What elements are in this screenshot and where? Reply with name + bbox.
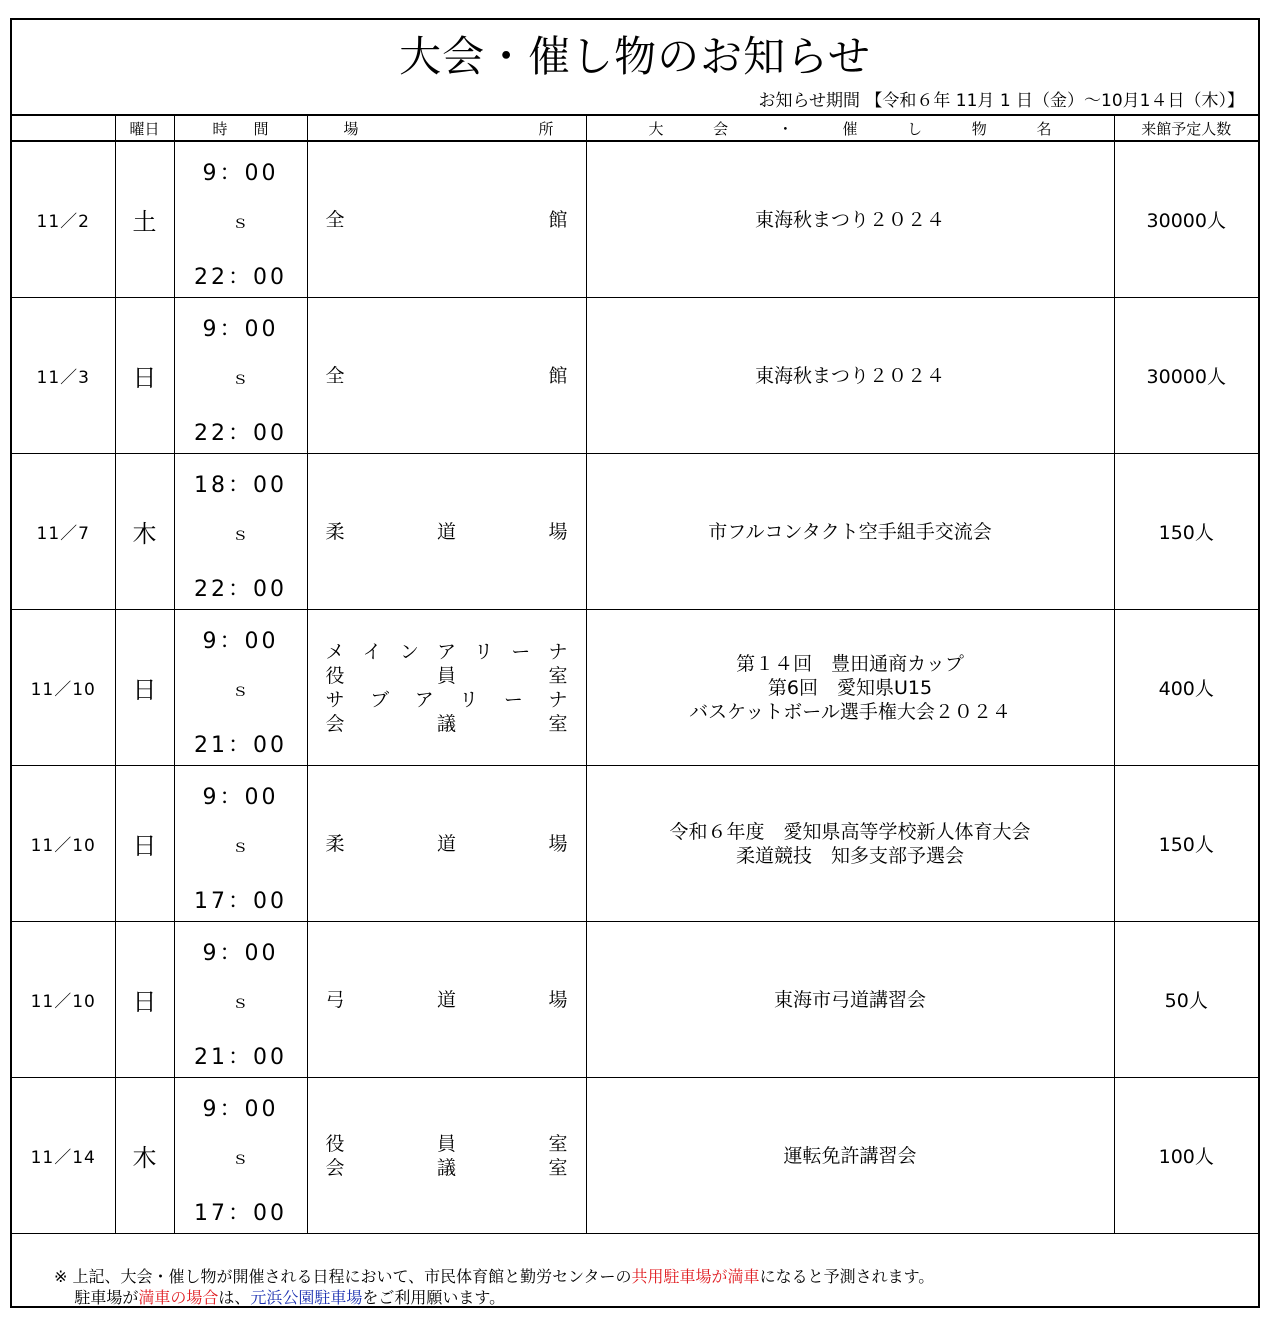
place-char: 室 <box>548 1132 568 1155</box>
header-place <box>307 115 586 141</box>
start-time: 9：00 <box>202 629 279 654</box>
place-line <box>326 688 568 712</box>
note-text: ※ 上記、大会・催し物が開催される日程において、市民体育館と勤労センターの <box>54 1267 632 1286</box>
place-char: 館 <box>548 364 568 387</box>
place-char: 員 <box>436 664 456 687</box>
place-char: 会 <box>325 1156 345 1179</box>
event-cell <box>586 766 1114 922</box>
header-count: 来館予定人数 <box>1114 115 1258 141</box>
place-char: 道 <box>436 988 456 1011</box>
note-text: をご利用願います。 <box>362 1288 506 1307</box>
event-line: 運転免許講習会 <box>783 1144 917 1167</box>
header-time-char: 時 <box>212 119 228 138</box>
start-time: 9：00 <box>202 941 279 966</box>
end-time: 21：00 <box>194 733 287 758</box>
place-char: 道 <box>436 520 456 543</box>
place-cell <box>307 766 586 922</box>
place-char: 役 <box>325 664 345 687</box>
header-event-char: 大 <box>648 119 664 138</box>
count-cell: 100人 <box>1114 1078 1258 1234</box>
dow-cell: 木 <box>115 1078 174 1234</box>
place-char: サ <box>325 688 345 711</box>
notice-period <box>758 90 1244 112</box>
place-line <box>326 520 568 544</box>
header-time <box>174 115 307 141</box>
place-line <box>326 640 568 664</box>
place-cell <box>307 610 586 766</box>
place-line <box>326 364 568 388</box>
event-line: 令和６年度 愛知県高等学校新人体育大会 <box>669 820 1031 843</box>
place-char: 柔 <box>325 520 345 543</box>
count-cell: 150人 <box>1114 766 1258 922</box>
place-char: 場 <box>548 832 568 855</box>
time-cell <box>174 141 307 298</box>
note-text: は、 <box>218 1288 251 1307</box>
place-char: 道 <box>436 832 456 855</box>
table-row <box>12 141 1258 298</box>
event-line: 市フルコンタクト空手組手交流会 <box>708 520 992 543</box>
time-separator: ｓ <box>231 680 250 701</box>
time-separator: ｓ <box>231 992 250 1013</box>
place-char: 場 <box>548 520 568 543</box>
table-row <box>12 766 1258 922</box>
place-line <box>326 832 568 856</box>
end-time: 21：00 <box>194 1045 287 1070</box>
date-cell: 11／2 <box>12 141 115 298</box>
event-line: バスケットボール選手権大会２０２４ <box>689 700 1011 723</box>
end-time: 17：00 <box>194 1201 287 1226</box>
end-time: 22：00 <box>194 421 287 446</box>
place-char: リ <box>459 688 479 711</box>
place-char: 場 <box>548 988 568 1011</box>
start-time: 9：00 <box>202 1097 279 1122</box>
time-cell <box>174 1078 307 1234</box>
time-separator: ｓ <box>231 368 250 389</box>
event-line: 東海秋まつり２０２４ <box>754 208 945 231</box>
place-char: 議 <box>436 712 456 735</box>
count-cell: 30000人 <box>1114 298 1258 454</box>
place-char: ア <box>436 640 456 663</box>
place-line <box>326 664 568 688</box>
place-char: ナ <box>548 688 568 711</box>
date-cell: 11／10 <box>12 922 115 1078</box>
place-char: 全 <box>325 208 345 231</box>
event-cell <box>586 141 1114 298</box>
event-line: 東海秋まつり２０２４ <box>754 364 945 387</box>
note-text: 駐車場が <box>74 1288 139 1307</box>
place-char: リ <box>474 640 494 663</box>
note-highlight-red: 共用駐車場が満車 <box>631 1267 760 1286</box>
end-time: 22：00 <box>194 265 287 290</box>
place-char: 議 <box>436 1156 456 1179</box>
time-cell <box>174 922 307 1078</box>
page-title: 大会・催し物のお知らせ <box>399 32 871 81</box>
header-event-char: 物 <box>971 119 987 138</box>
place-char: ナ <box>548 640 568 663</box>
header-row <box>12 115 1258 141</box>
place-char: 弓 <box>325 988 345 1011</box>
count-cell: 30000人 <box>1114 141 1258 298</box>
dow-cell: 木 <box>115 454 174 610</box>
note-text: になると予測されます。 <box>759 1267 935 1286</box>
header-dow: 曜日 <box>115 115 174 141</box>
count-cell: 150人 <box>1114 454 1258 610</box>
event-line: 第6回 愛知県U15 <box>767 676 933 699</box>
time-cell <box>174 298 307 454</box>
event-cell <box>586 610 1114 766</box>
place-line <box>326 1156 568 1180</box>
place-line <box>326 712 568 736</box>
header-event-char: し <box>907 119 923 138</box>
notice-frame <box>10 18 1260 1308</box>
place-line <box>326 208 568 232</box>
date-cell: 11／3 <box>12 298 115 454</box>
time-cell <box>174 766 307 922</box>
date-cell: 11／10 <box>12 610 115 766</box>
header-event-char: 催 <box>842 119 858 138</box>
place-line <box>326 1132 568 1156</box>
header-date <box>12 115 115 141</box>
place-cell <box>307 922 586 1078</box>
date-cell: 11／14 <box>12 1078 115 1234</box>
parking-note <box>54 1266 934 1308</box>
event-cell <box>586 922 1114 1078</box>
period-range: 【令和６年 11月 1 日（金）～10月1４日（木）】 <box>865 91 1244 111</box>
event-cell <box>586 454 1114 610</box>
header-event-char: 会 <box>713 119 729 138</box>
place-char: イ <box>362 640 382 663</box>
time-separator: ｓ <box>231 212 250 233</box>
place-cell <box>307 1078 586 1234</box>
event-cell <box>586 1078 1114 1234</box>
time-cell <box>174 454 307 610</box>
time-cell <box>174 610 307 766</box>
header-place-char: 所 <box>538 119 554 138</box>
dow-cell: 土 <box>115 141 174 298</box>
place-char: 員 <box>436 1132 456 1155</box>
place-char: メ <box>325 640 345 663</box>
header-place-char: 場 <box>343 119 359 138</box>
place-char: ブ <box>370 688 390 711</box>
date-cell: 11／10 <box>12 766 115 922</box>
event-line: 第１４回 豊田通商カップ <box>736 652 964 675</box>
place-line <box>326 988 568 1012</box>
header-event-char: 名 <box>1036 119 1052 138</box>
header-time-char: 間 <box>253 119 269 138</box>
schedule-table <box>12 114 1258 1234</box>
event-line: 柔道競技 知多支部予選会 <box>735 844 964 867</box>
date-cell: 11／7 <box>12 454 115 610</box>
count-cell: 50人 <box>1114 922 1258 1078</box>
time-separator: ｓ <box>231 524 250 545</box>
table-row <box>12 1078 1258 1234</box>
place-cell <box>307 141 586 298</box>
end-time: 22：00 <box>194 577 287 602</box>
header-event-char: ・ <box>777 119 793 138</box>
place-cell <box>307 454 586 610</box>
place-char: 会 <box>325 712 345 735</box>
place-char: 柔 <box>325 832 345 855</box>
table-row <box>12 922 1258 1078</box>
start-time: 9：00 <box>202 161 279 186</box>
place-char: 全 <box>325 364 345 387</box>
dow-cell: 日 <box>115 610 174 766</box>
place-char: 室 <box>548 712 568 735</box>
dow-cell: 日 <box>115 922 174 1078</box>
event-line: 東海市弓道講習会 <box>773 988 926 1011</box>
note-highlight-blue: 元浜公園駐車場 <box>250 1288 363 1307</box>
place-char: ン <box>399 640 419 663</box>
header-event <box>586 115 1114 141</box>
start-time: 9：00 <box>202 785 279 810</box>
dow-cell: 日 <box>115 298 174 454</box>
event-cell <box>586 298 1114 454</box>
place-char: 役 <box>325 1132 345 1155</box>
place-char: 館 <box>548 208 568 231</box>
table-row <box>12 454 1258 610</box>
table-row <box>12 610 1258 766</box>
table-row <box>12 298 1258 454</box>
place-char: 室 <box>548 1156 568 1179</box>
period-label: お知らせ期間 <box>758 91 860 111</box>
count-cell: 400人 <box>1114 610 1258 766</box>
place-char: ー <box>503 688 523 711</box>
place-char: ア <box>414 688 434 711</box>
end-time: 17：00 <box>194 889 287 914</box>
dow-cell: 日 <box>115 766 174 922</box>
time-separator: ｓ <box>231 836 250 857</box>
time-separator: ｓ <box>231 1148 250 1169</box>
start-time: 18：00 <box>194 473 287 498</box>
place-char: ー <box>511 640 531 663</box>
note-highlight-red: 満車の場合 <box>138 1288 219 1307</box>
place-cell <box>307 298 586 454</box>
place-char: 室 <box>548 664 568 687</box>
start-time: 9：00 <box>202 317 279 342</box>
